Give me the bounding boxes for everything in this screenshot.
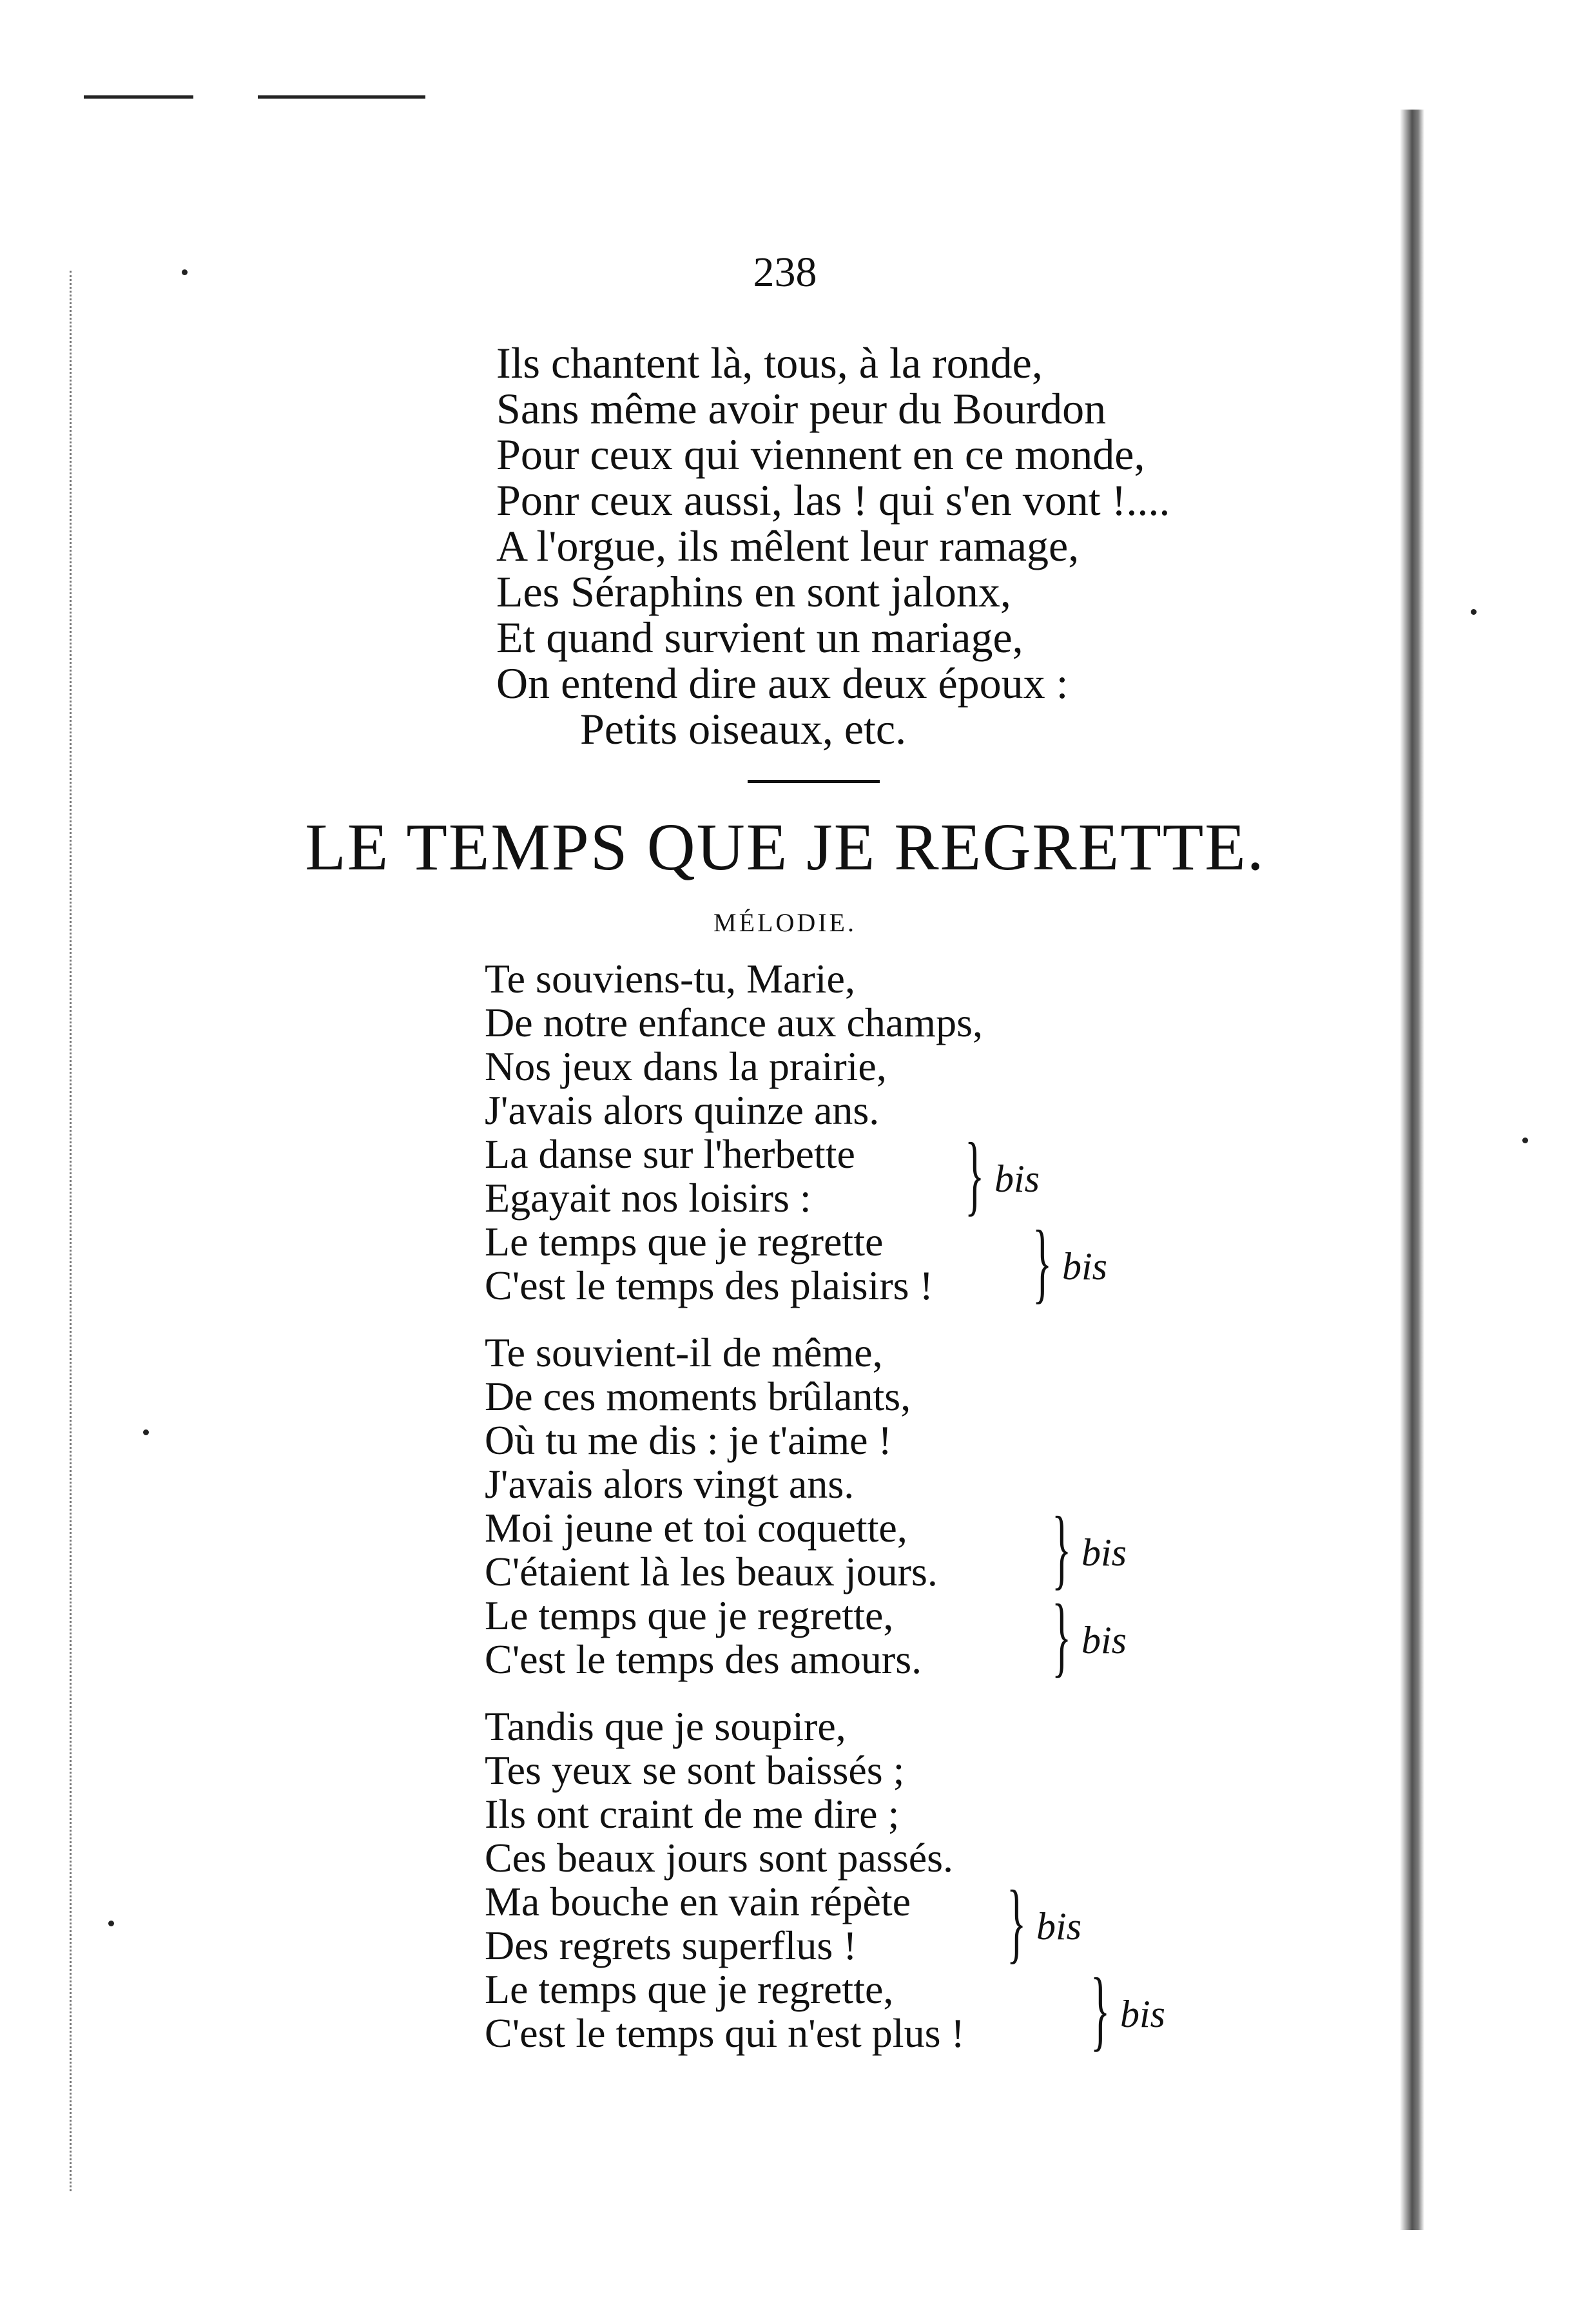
bis-label: bis [1081,1619,1127,1661]
brace-glyph: } [1052,1586,1072,1686]
stanza-line: C'étaient là les beaux jours. [485,1549,938,1594]
verse-line: On entend dire aux deux époux : [496,659,1069,708]
verse-line: Pour ceux qui viennent en ce monde, [496,430,1145,479]
verse-line: Et quand survient un mariage, [496,613,1023,662]
ink-speck [108,1921,114,1926]
verse-top [496,340,1170,752]
repeat-mark [1052,1586,1127,1686]
brace-glyph: } [1090,1960,1110,2060]
stanza-line: Te souvient-il de même, [485,1330,883,1375]
ink-speck [1471,609,1477,615]
stanza-line: Ma bouche en vain répète [485,1879,911,1924]
melody-label: MÉLODIE. [713,908,857,937]
verse-line: Ils chantent là, tous, à la ronde, [496,338,1043,387]
stanza-line: Nos jeux dans la prairie, [485,1043,887,1089]
stanza-line: Le temps que je regrette, [485,1966,894,2012]
stanza-line: Le temps que je regrette [485,1219,884,1264]
verse-line: Sans même avoir peur du Bourdon [496,384,1107,433]
ink-speck [1522,1138,1528,1143]
stanza-line: Où tu me dis : je t'aime ! [485,1417,892,1463]
stanza-line: Ils ont craint de me dire ; [485,1791,900,1837]
stanza-2 [485,1330,1127,1686]
brace-glyph: } [965,1125,985,1225]
stanza-1 [485,956,1108,1312]
verse-line: Ponr ceux aussi, las ! qui s'en vont !.... [496,476,1170,525]
page-binding-edge [1400,110,1424,2230]
stanza-line: J'avais alors quinze ans. [485,1087,880,1133]
song-title: LE TEMPS QUE JE REGRETTE. [305,810,1265,884]
top-rule-gap [193,95,258,99]
bis-label: bis [994,1157,1040,1200]
stanza-line: J'avais alors vingt ans. [485,1461,855,1507]
stanza-line: La danse sur l'herbette [485,1131,855,1177]
bis-label: bis [1081,1531,1127,1574]
bis-label: bis [1036,1905,1082,1948]
stanza-line: De ces moments brûlants, [485,1373,911,1419]
left-page-edge [70,271,72,2191]
page-number: 238 [753,249,817,296]
stanza-line: Moi jeune et toi coquette, [485,1505,907,1551]
brace-glyph: } [1052,1498,1072,1598]
verse-refrain: Petits oiseaux, etc. [580,704,907,753]
bis-label: bis [1120,1993,1166,2035]
brace-glyph: } [1032,1212,1052,1312]
bis-label: bis [1062,1245,1108,1288]
stanza-line: Tandis que je soupire, [485,1703,846,1749]
repeat-mark [1007,1872,1082,1972]
repeat-mark [1032,1212,1108,1312]
repeat-mark [1052,1498,1127,1598]
stanza-line: Des regrets superflus ! [485,1922,857,1968]
stanza-line: Le temps que je regrette, [485,1593,894,1638]
repeat-mark [1090,1960,1166,2060]
stanza-line: C'est le temps des plaisirs ! [485,1263,933,1308]
brace-glyph: } [1007,1872,1027,1972]
verse-line: Les Séraphins en sont jalonx, [496,567,1011,616]
section-separator [748,780,880,783]
stanza-3 [485,1703,1166,2060]
stanza-line: Te souviens-tu, Marie, [485,956,855,1002]
repeat-mark [965,1125,1040,1225]
ink-speck [143,1429,149,1435]
stanza-line: Egayait nos loisirs : [485,1175,811,1221]
stanza-line: Ces beaux jours sont passés. [485,1835,954,1881]
stanza-line: C'est le temps qui n'est plus ! [485,2010,965,2056]
stanza-line: De notre enfance aux champs, [485,1000,983,1045]
verse-line: A l'orgue, ils mêlent leur ramage, [496,521,1080,570]
stanza-line: C'est le temps des amours. [485,1636,922,1682]
stanza-line: Tes yeux se sont baissés ; [485,1747,905,1793]
